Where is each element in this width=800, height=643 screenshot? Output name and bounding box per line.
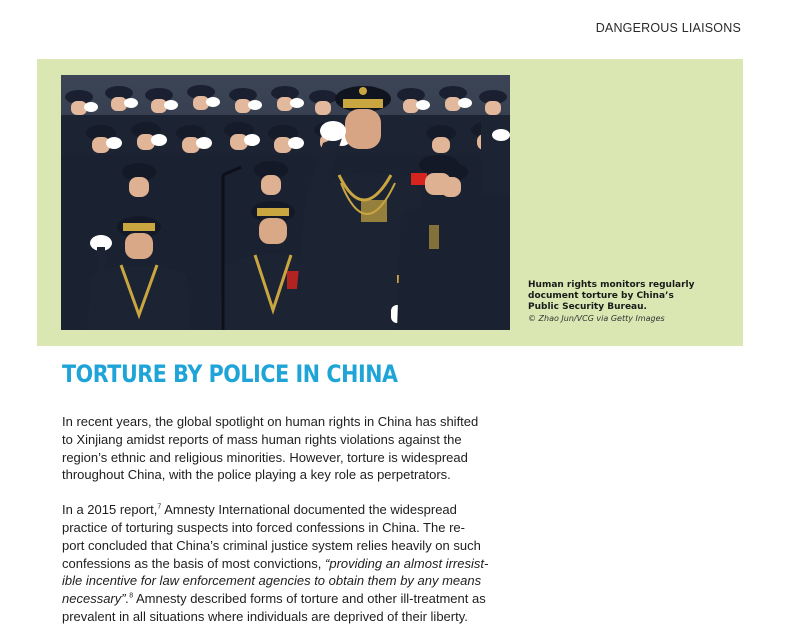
running-header: DANGEROUS LIAISONS	[595, 21, 741, 35]
figure-caption	[528, 280, 728, 324]
text-line	[62, 572, 508, 590]
paragraph-2	[62, 501, 508, 626]
footnote-ref-7: 7	[157, 503, 162, 511]
text-line: throughout China, with the police playing a key role as perpetrators.	[62, 467, 451, 483]
figure-panel	[37, 59, 743, 346]
quotation: ible incentive for law enforcement agencies to obtain them by any means	[62, 573, 482, 589]
police-photo	[61, 75, 510, 330]
text-line: port concluded that China’s criminal justice system relies heavily on such	[62, 537, 481, 553]
footnote-ref-8: 8	[129, 592, 134, 600]
text-line	[62, 555, 508, 573]
police-officers-saluting-image	[61, 75, 510, 330]
text-line: prevalent in all situations where individuals are deprived of their liberty.	[62, 608, 468, 624]
text-line: In recent years, the global spotlight on human rights in China has shifted	[62, 414, 479, 429]
text-segment: Amnesty described forms of torture and other ill-treatment as	[133, 591, 486, 607]
caption-line: Human rights monitors regularly	[528, 280, 695, 290]
article-headline: TORTURE BY POLICE IN CHINA	[62, 360, 398, 388]
paragraph-1	[62, 413, 508, 484]
caption-line: Public Security Bureau.	[528, 302, 647, 312]
quotation: “providing an almost irresist-	[325, 555, 489, 571]
article-body	[62, 413, 508, 643]
text-segment: Amnesty International documented the widespread	[161, 502, 457, 518]
text-line	[62, 590, 508, 608]
text-line: practice of torturing suspects into forced confessions in China. The re-	[62, 519, 465, 535]
text-line: region’s ethnic and religious minorities. However, torture is widespread	[62, 449, 468, 465]
text-segment: In a 2015 report,	[62, 502, 158, 518]
text-line	[62, 501, 508, 519]
text-segment: confessions as the basis of most convictions,	[62, 555, 326, 571]
caption-line: document torture by China’s	[528, 291, 674, 301]
photo-credit: © Zhao Jun/VCG via Getty Images	[528, 314, 665, 323]
quotation: necessary”.	[62, 591, 130, 607]
text-line: to Xinjiang amidst reports of mass human rights violations against the	[62, 431, 462, 447]
